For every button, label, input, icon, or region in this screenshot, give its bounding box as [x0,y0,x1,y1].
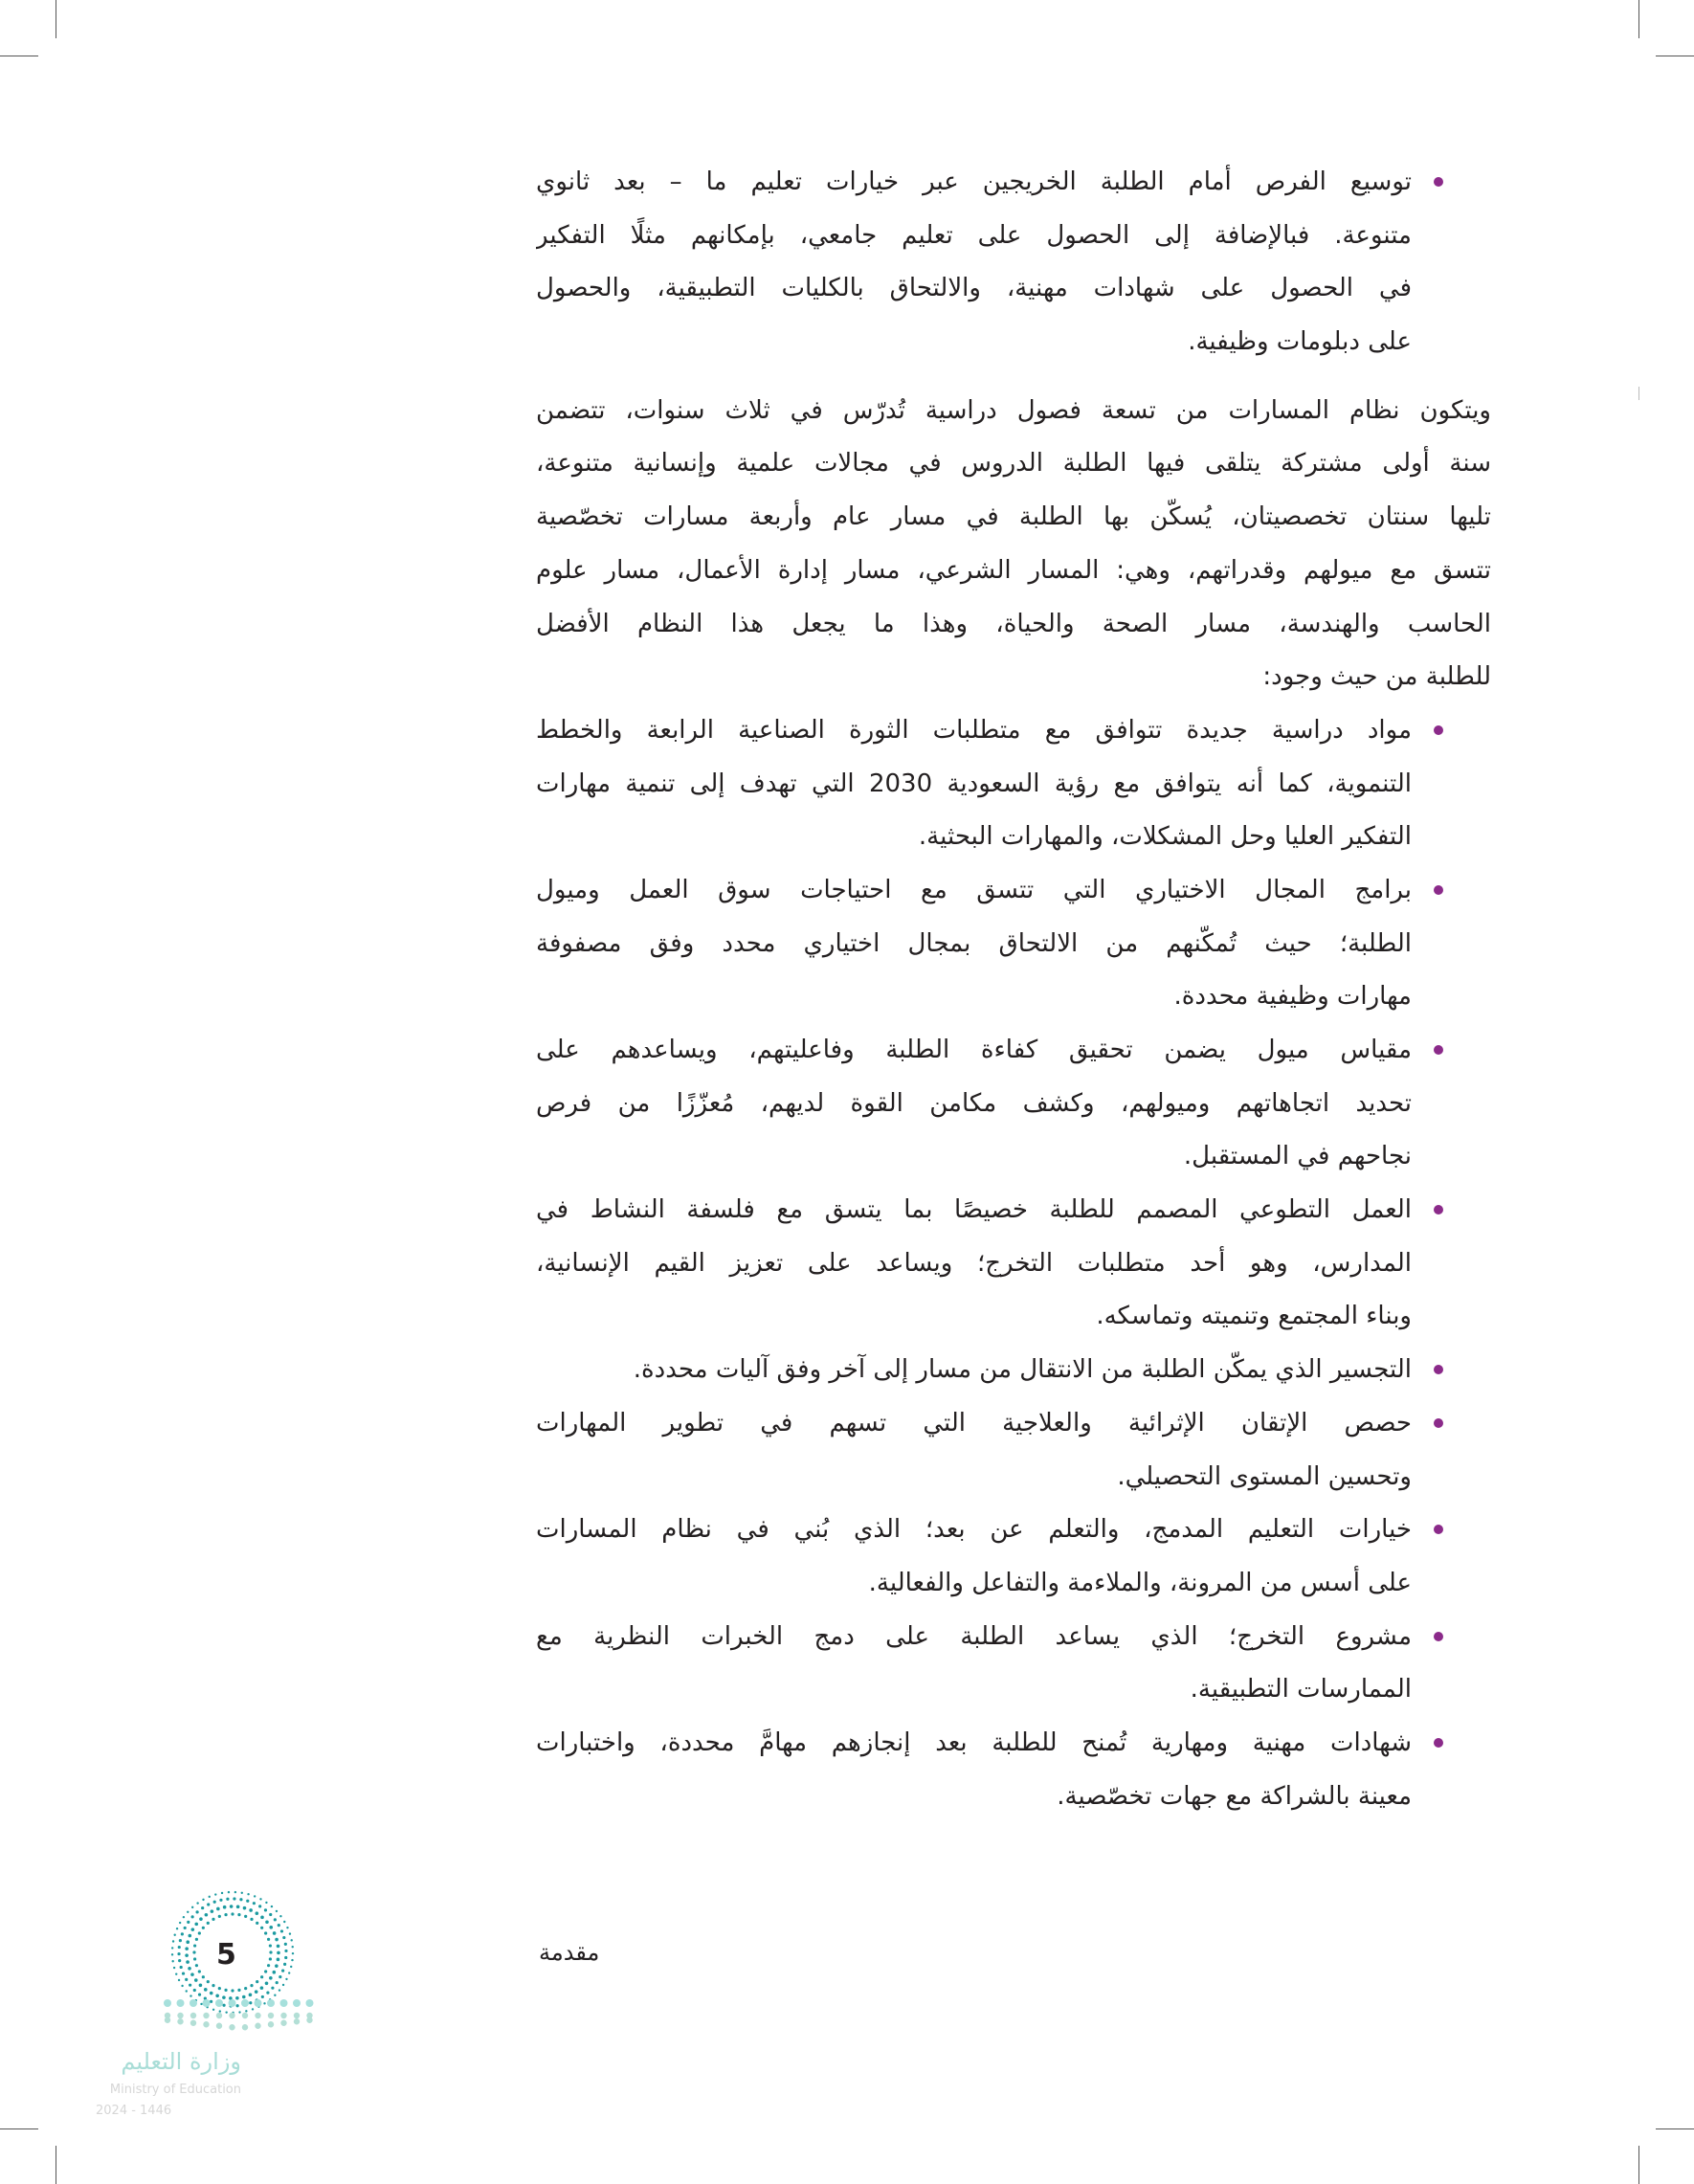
logo-dot [187,1911,189,1913]
text-line: سنة أولى مشتركة يتلقى فيها الطلبة الدروس في مجالات علمية وإنسانية متنوعة، [536,449,1491,479]
text-line: العمل التطوعي المصمم للطلبة خصيصًا بما يتسق مع فلسفة النشاط في [536,1195,1412,1225]
logo-dot [190,1972,194,1976]
text-line: توسيع الفرص أمام الطلبة الخريجين عبر خيارات تعليم ما – بعد ثانوي [536,167,1412,196]
logo-dot [241,1999,249,2007]
logo-dot [222,2004,225,2007]
logo-dot [274,1995,276,1996]
logo-dot [306,1999,314,2007]
logo-dot [181,1932,184,1935]
logo-dot [278,1924,280,1927]
logo-dot [189,1984,191,1987]
logo-dot [222,1995,226,1999]
logo-dot [179,1939,182,1942]
page-number: 5 [216,1938,236,1972]
logo-dot [256,1911,259,1915]
text-line: معينة بالشراكة مع جهات تخصّصية. [1057,1781,1412,1811]
text-line: مواد دراسية جديدة تتوافق مع متطلبات الثورة الصناعية الرابعة والخطط [536,715,1412,745]
logo-dot [267,1938,270,1941]
logo-dot [218,1915,221,1918]
list-item [536,1717,1412,1823]
logo-dot [202,1927,205,1929]
logo-dot [235,2004,238,2007]
logo-dot [244,1915,247,1918]
logo-dot [209,1896,211,1898]
text-line: في الحصول على شهادات مهنية، والالتحاق بالكليات التطبيقية، والحصول [536,274,1412,303]
text-line: مشروع التخرج؛ الذي يساعد الطلبة على دمج الخبرات النظرية مع [536,1621,1412,1651]
ministry-name-ar: وزارة التعليم [121,2048,241,2075]
logo-dot [219,2010,221,2012]
bullet-dot-icon [1434,1632,1443,1641]
text-line: على دبلومات وظيفية. [1188,327,1412,357]
text-line: شهادات مهنية ومهارية تُمنح للطلبة بعد إنجازهم مهامَّ محددة، واختبارات [536,1727,1412,1757]
logo-dot [276,1910,278,1912]
logo-dot [187,1921,189,1924]
logo-dot [194,1923,198,1927]
logo-dot [207,1980,210,1983]
logo-dot [225,2011,227,2013]
logo-dot [185,1978,188,1981]
bullet-dot-icon [1434,1205,1443,1215]
logo-dot [185,1953,189,1957]
logo-dot [177,1952,180,1955]
logo-dot [274,1918,277,1921]
logo-dot [283,1921,285,1923]
logo-dot [277,1958,280,1962]
logo-dot [186,1990,188,1992]
logo-dot [237,1913,240,1916]
logo-dot [215,1999,223,2007]
logo-dot [249,2001,252,2004]
logo-dot [192,1950,195,1953]
logo-dot [203,2021,209,2027]
logo-dot [269,1957,272,1960]
bullet-dot-icon [1434,725,1443,735]
logo-dot [286,1927,288,1928]
logo-dot [229,2024,234,2030]
logo-dot [269,1950,272,1953]
bullet-dot-icon [1434,1738,1443,1748]
logo-dot [183,1916,185,1918]
crop-mark [1638,387,1639,400]
list-item [536,864,1412,1024]
list-item [536,704,1412,864]
logo-dot [228,1891,230,1893]
logo-dot [177,2013,183,2018]
logo-dot [256,1922,258,1925]
logo-dot [294,2013,300,2018]
logo-dot [276,1981,279,1984]
bullet-dot-icon [1434,1365,1443,1374]
logo-dot [223,1905,227,1909]
logo-dot [194,1978,198,1982]
logo-dot [271,1987,274,1990]
logo-dot [189,1999,197,2007]
logo-dot [190,2013,196,2018]
logo-dot [219,1899,222,1902]
logo-dot [288,1972,290,1973]
logo-dot [282,1936,285,1939]
logo-dot [264,1931,267,1934]
logo-dot [247,1893,249,1895]
logo-dot [280,1999,288,2007]
logo-dot [269,1926,273,1929]
list-item [536,1397,1412,1504]
logo-dot [268,2013,274,2018]
text-line: ويتكون نظام المسارات من تسعة فصول دراسية تُدرّس في ثلاث سنوات، تتضمن [536,395,1491,425]
text-line: الممارسات التطبيقية. [1190,1675,1412,1705]
bullet-dot-icon [1434,177,1443,187]
logo-dot [277,1951,280,1955]
logo-dot [233,1897,235,1900]
logo-dot [191,1906,193,1908]
text-line: للطلبة من حيث وجود: [1262,662,1491,692]
logo-dot [264,1970,267,1972]
section-title: مقدمة [539,1939,600,1966]
logo-dot [212,1918,214,1921]
logo-dot [269,1913,272,1916]
logo-dot [294,2018,300,2024]
logo-dot [265,1902,267,1904]
logo-dot [284,1950,287,1952]
logo-dot [244,1987,247,1990]
list-item [536,1024,1412,1184]
logo-dot [275,1938,279,1942]
logo-dot [265,1982,269,1986]
logo-dot [171,1960,173,1962]
logo-dot [179,1922,181,1924]
logo-dot [269,1944,272,1947]
logo-dot [203,1999,211,2007]
logo-dot [260,1927,263,1929]
text-line: تليها سنتان تخصصيتان، يُسكّن بها الطلبة في مسار عام وأربعة مسارات تخصّصية [536,502,1491,532]
logo-dot [280,1929,283,1932]
logo-dot [177,2018,183,2024]
crop-mark [0,2128,38,2129]
logo-dot [181,1985,183,1987]
logo-dot [255,1990,258,1994]
logo-dot [277,1945,280,1949]
text-line: التفكير العليا وحل المشكلات، والمهارات البحثية. [918,822,1412,852]
logo-dot [281,1970,284,1972]
bullet-dot-icon [1434,1045,1443,1055]
logo-dot [231,1912,234,1915]
text-line: الطلبة؛ حيث تُمكّنهم من الالتحاق بمجال اختياري محدد وفق مصفوفة [536,928,1412,958]
logo-dot [202,1899,204,1901]
logo-dot [215,1995,219,1998]
logo-dot [284,1956,287,1959]
logo-dot [203,2013,209,2018]
logo-dot [173,1967,175,1969]
logo-dot [234,1891,236,1893]
logo-dot [255,2013,260,2018]
logo-dot [204,1988,208,1992]
logo-dot [282,1984,284,1986]
logo-dot [190,2020,196,2026]
text-line: التجسير الذي يمكّن الطلبة من الانتقال من مسار إلى آخر وفق آليات محددة. [633,1355,1412,1385]
text-line: الحاسب والهندسة، مسار الصحة والحياة، وهذا ما يجعل هذا النظام الأفضل [536,609,1491,638]
text-line: مقياس ميول يضمن تحقيق كفاءة الطلبة وفاعليتهم، ويساعدهم على [536,1036,1412,1064]
logo-dot [264,1908,267,1911]
logo-dot [224,1913,227,1916]
logo-dot [165,2017,170,2023]
logo-dot [249,1994,253,1997]
text-line: على أسس من المرونة، والملاءمة والتفاعل والفعالية. [868,1568,1412,1597]
logo-dot [173,1934,175,1936]
logo-dot [221,1892,223,1894]
crop-mark [1656,2128,1694,2129]
logo-dot [271,1905,273,1907]
logo-dot [198,1970,201,1972]
logo-dot [191,1915,194,1918]
logo-dot [306,2017,312,2023]
logo-dot [210,2000,212,2003]
list-item [536,1184,1412,1344]
logo-dot [245,2010,247,2012]
logo-dot [229,1999,236,2007]
logo-dot [250,1984,253,1987]
logo-dot [207,1922,210,1925]
logo-dot [284,1943,287,1946]
logo-dot [289,1932,291,1934]
logo-dot [224,1989,227,1992]
logo-dot [216,2013,222,2018]
logo-dot [273,1931,277,1935]
text-line: وتحسين المستوى التحصيلي. [1117,1461,1412,1491]
text-line: وبناء المجتمع وتنميته وتماسكه. [1096,1302,1412,1331]
ministry-logo-icon [163,1890,316,2034]
logo-dot [241,1892,243,1894]
logo-dot [212,2009,214,2011]
logo-dot [242,2024,248,2030]
logo-dot [212,1984,214,1987]
body-paragraph [536,385,1491,704]
logo-dot [177,1999,185,2007]
logo-dot [255,1999,262,2007]
logo-dot [216,1907,220,1911]
logo-dot [171,1947,173,1949]
logo-dot [182,1972,185,1974]
logo-dot [260,1986,264,1990]
logo-dot [199,1983,203,1987]
logo-dot [210,1992,213,1995]
logo-dot [202,1975,205,1978]
logo-dot [198,1994,201,1996]
crop-mark [1638,0,1639,38]
logo-dot [267,1964,270,1967]
bullet-dot-icon [1434,885,1443,895]
text-line: خيارات التعليم المدمج، والتعلم عن بعد؛ الذي بُني في نظام المسارات [536,1515,1412,1545]
logo-dot [261,1995,264,1998]
logo-dot [188,1967,191,1971]
logo-dot [266,1992,269,1995]
text-line: تتسق مع ميولهم وقدراتهم، وهي: المسار الشرعي، مسار إدارة الأعمال، مسار علوم [536,555,1491,585]
list-item [536,1504,1412,1610]
logo-dot [279,1989,280,1991]
logo-dot [193,1944,196,1947]
logo-dot [186,1940,189,1944]
logo-dot [253,1902,256,1905]
logo-dot [292,1946,294,1948]
bullet-dot-icon [1434,1418,1443,1428]
logo-dot [258,1905,261,1907]
logo-dot [260,1975,263,1978]
logo-dot [279,1915,281,1917]
logo-dot [290,1966,292,1968]
list-item [536,156,1412,369]
logo-dot [280,2013,286,2018]
logo-dot [246,1900,249,1903]
logo-dot [250,1918,253,1921]
logo-dot [235,1996,239,2000]
logo-dot [191,1928,195,1931]
logo-dot [229,2013,234,2018]
logo-dot [198,1931,201,1934]
logo-dot [260,1916,264,1920]
logo-dot [164,1999,171,2007]
logo-dot [249,1908,253,1912]
logo-dot [189,1995,191,1996]
logo-dot [201,1906,204,1909]
logo-dot [200,2003,202,2005]
logo-dot [243,1906,247,1910]
logo-dot [189,1934,192,1938]
logo-dot [226,1898,229,1901]
text-line: التنموية، كما أنه يتوافق مع رؤية السعودية 2030 التي تهدف إلى تنمية مهارات [536,769,1412,798]
logo-dot [291,1939,293,1941]
logo-dot [230,1905,234,1908]
text-line: نجاحهم في المستقبل. [1183,1142,1412,1171]
logo-dot [238,2011,240,2013]
logo-dot [195,1910,198,1913]
text-line: برامج المجال الاختياري التي تتسق مع احتياجات سوق العمل وميول [536,875,1412,904]
logo-dot [269,1976,273,1980]
logo-dot [267,1999,275,2007]
logo-dot [268,2021,274,2027]
logo-dot [263,2002,265,2004]
logo-dot [239,1898,242,1901]
logo-dot [207,1903,210,1905]
bullet-dot-icon [1434,1525,1443,1534]
logo-dot [184,1927,187,1929]
page-body [536,156,1491,1823]
logo-dot [186,1960,189,1964]
logo-dot [242,1995,246,1999]
logo-dot [256,1980,258,1983]
logo-dot [199,1917,203,1921]
logo-dot [259,1898,261,1900]
list-item [536,1611,1412,1717]
logo-dot [237,1989,240,1992]
logo-dot [214,1893,216,1895]
logo-dot [216,2023,222,2029]
logo-dot [178,1959,181,1962]
ministry-name-en: Ministry of Education [109,2083,241,2097]
logo-dot [273,1971,277,1974]
logo-dot [195,1964,198,1967]
logo-dot [279,1975,281,1978]
logo-dot [291,1959,293,1961]
logo-dot [280,2020,286,2026]
text-line: متنوعة. فبالإضافة إلى الحصول على تعليم جامعي، بإمكانهم مثلًا التفكير [536,220,1412,250]
logo-dot [292,1952,294,1954]
logo-dot [195,1938,198,1941]
logo-dot [193,1957,196,1960]
logo-dot [293,1999,301,2007]
logo-dot [196,1902,198,1904]
logo-dot [236,1905,240,1909]
logo-dot [185,1947,189,1950]
logo-dot [171,1953,173,1955]
academic-year: 2024 - 1446 [96,2104,172,2118]
text-line: حصص الإتقان الإثرائية والعلاجية التي تسهم في تطوير المهارات [536,1408,1412,1437]
logo-dot [193,1989,196,1992]
logo-dot [178,1979,180,1981]
logo-dot [252,2008,254,2010]
logo-dot [211,1909,214,1913]
text-line: المدارس، وهو أحد متطلبات التخرج؛ ويساعد على تعزيز القيم الإنسانية، [536,1248,1412,1278]
logo-dot [213,1901,216,1904]
list-item [536,1344,1412,1397]
crop-mark [1638,2146,1639,2184]
logo-dot [255,2023,260,2029]
logo-dot [265,1920,269,1924]
logo-dot [180,1966,183,1969]
logo-dot [254,1895,256,1897]
logo-dot [283,1963,286,1966]
logo-dot [218,1987,221,1990]
logo-dot [172,1940,174,1942]
logo-dot [275,1964,279,1968]
logo-dot [231,1989,234,1992]
text-line: تحديد اتجاهاتهم وميولهم، وكشف مكامن القوة لديهم، مُعزّزًا من فرص [536,1088,1412,1118]
logo-dot [176,1928,178,1929]
logo-dot [178,1946,181,1949]
logo-dot [242,2013,248,2018]
text-line: مهارات وظيفية محددة. [1173,982,1412,1012]
logo-dot [205,1913,209,1917]
logo-dot [175,1972,177,1974]
logo-dot [285,1978,287,1980]
